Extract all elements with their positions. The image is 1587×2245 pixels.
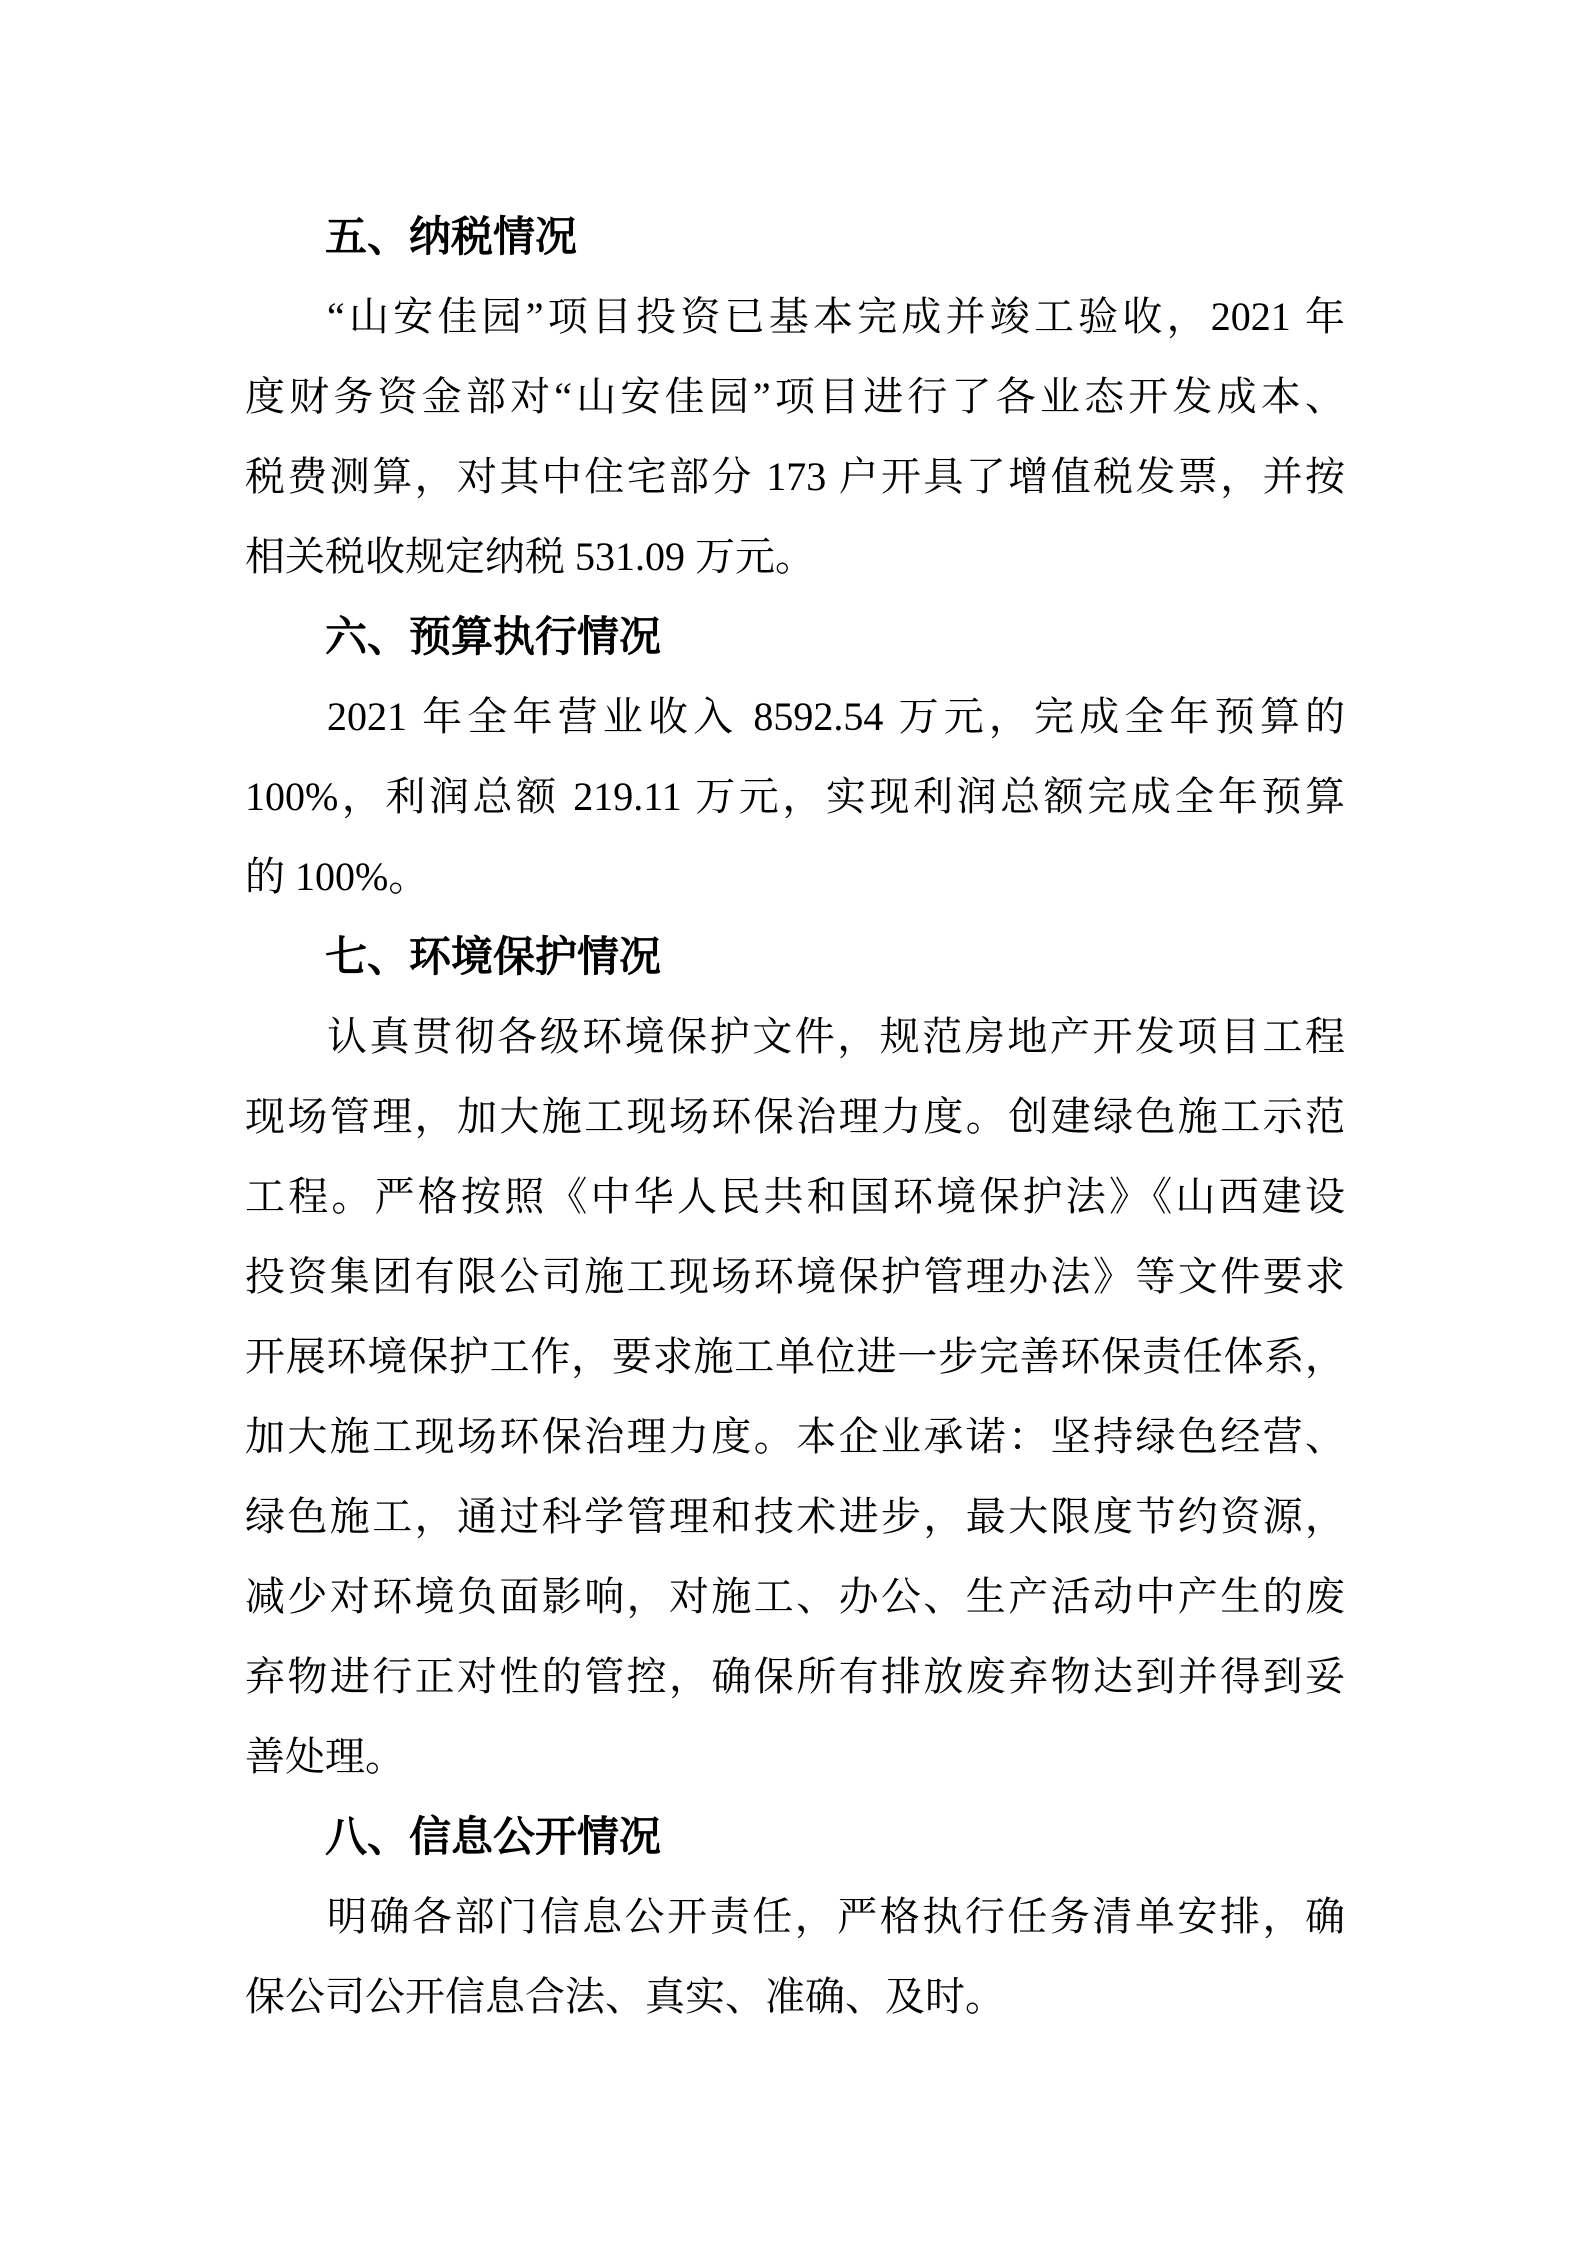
paragraph-line: 保公司公开信息合法、真实、准确、及时。	[245, 1974, 1005, 2019]
paragraph-line: “山安佳园”项目投资已基本完成并竣工验收，2021 年	[327, 294, 1345, 339]
paragraph-line: 2021 年全年营业收入 8592.54 万元，完成全年预算的	[327, 694, 1345, 739]
paragraph-line: 税费测算，对其中住宅部分 173 户开具了增值税发票，并按	[245, 454, 1345, 499]
paragraph-line: 相关税收规定纳税 531.09 万元。	[245, 534, 815, 579]
paragraph-line: 加大施工现场环保治理力度。本企业承诺：坚持绿色经营、	[245, 1414, 1345, 1459]
section-heading: 六、预算执行情况	[325, 613, 662, 660]
paragraph-line: 明确各部门信息公开责任，严格执行任务清单安排，确	[327, 1894, 1345, 1939]
paragraph-line: 的 100%。	[245, 854, 429, 899]
paragraph-line: 开展环境保护工作，要求施工单位进一步完善环保责任体系，	[245, 1334, 1345, 1379]
paragraph-line: 现场管理，加大施工现场环保治理力度。创建绿色施工示范	[245, 1094, 1345, 1139]
paragraph-line: 绿色施工，通过科学管理和技术进步，最大限度节约资源，	[245, 1494, 1345, 1539]
section-heading: 八、信息公开情况	[325, 1813, 662, 1860]
document-content	[245, 197, 1345, 2037]
section-heading: 五、纳税情况	[325, 213, 578, 260]
section-heading: 七、环境保护情况	[325, 933, 662, 980]
paragraph-line: 100%，利润总额 219.11 万元，实现利润总额完成全年预算	[245, 774, 1345, 819]
paragraph-line: 减少对环境负面影响，对施工、办公、生产活动中产生的废	[245, 1574, 1345, 1619]
paragraph-line: 善处理。	[245, 1734, 405, 1779]
paragraph-line: 投资集团有限公司施工现场环境保护管理办法》等文件要求	[245, 1254, 1345, 1299]
paragraph-line: 弃物进行正对性的管控，确保所有排放废弃物达到并得到妥	[245, 1654, 1345, 1699]
paragraph-line: 工程。严格按照《中华人民共和国环境保护法》《山西建设	[245, 1174, 1345, 1219]
paragraph-line: 度财务资金部对“山安佳园”项目进行了各业态开发成本、	[245, 374, 1345, 419]
paragraph-line: 认真贯彻各级环境保护文件，规范房地产开发项目工程	[327, 1014, 1345, 1059]
